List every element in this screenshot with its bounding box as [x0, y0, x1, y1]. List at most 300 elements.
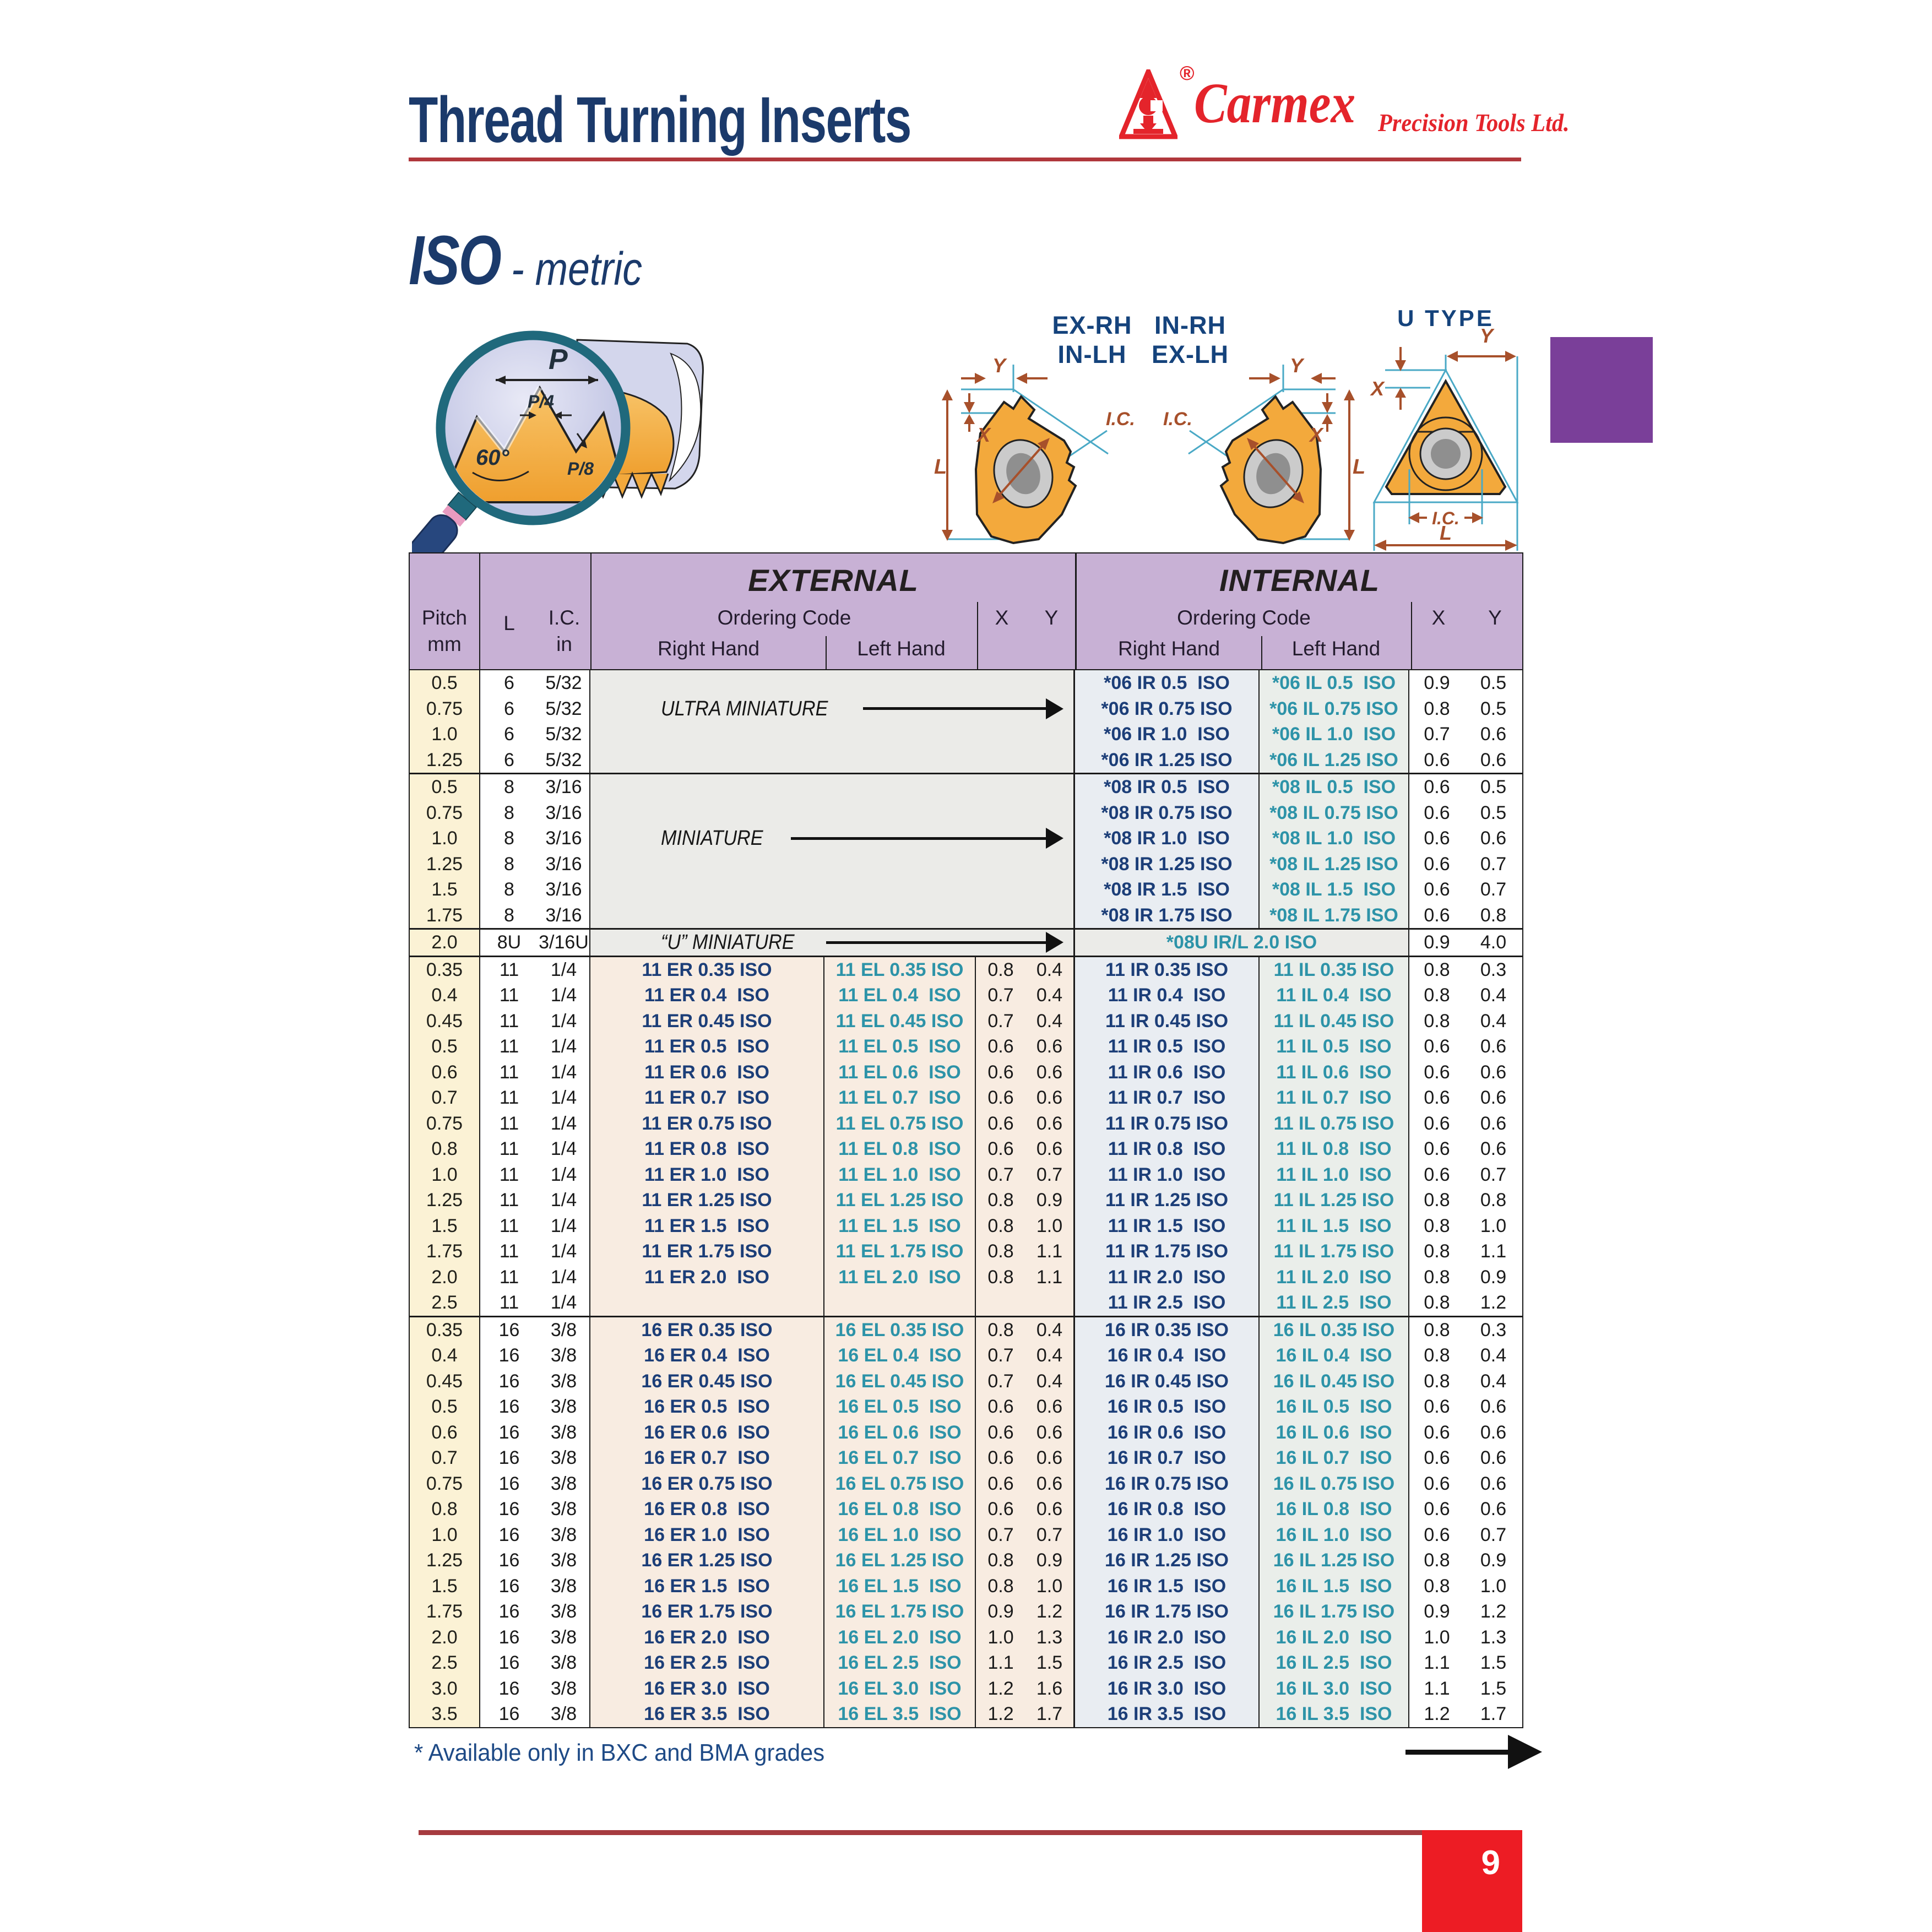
l-cell: 16: [480, 1369, 538, 1394]
ext-right-hand-code: 16 ER 1.5 ISO: [590, 1573, 824, 1599]
int-y-cell: 1.0: [1464, 1213, 1522, 1239]
pitch-cell: 0.5: [410, 774, 480, 800]
ext-left-hand-code: 16 EL 0.5 ISO: [824, 1394, 976, 1420]
table-row: [410, 930, 1522, 956]
l-cell: 8: [480, 826, 538, 851]
int-y-cell: 0.6: [1464, 1085, 1522, 1111]
ext-x-cell: 0.6: [976, 1496, 1025, 1522]
insert-right-line2: EX-LH: [1152, 340, 1229, 368]
ic-cell: 3/16: [538, 826, 590, 851]
ext-left-hand-code: 16 EL 0.7 ISO: [824, 1445, 976, 1471]
ic-cell: 3/16: [538, 774, 590, 800]
ext-left-hand-code: 16 EL 1.5 ISO: [824, 1573, 976, 1599]
ext-y-cell: 0.4: [1025, 1343, 1075, 1369]
int-x-cell: 0.6: [1409, 1394, 1464, 1420]
pitch-cell: 2.0: [410, 930, 480, 956]
miniature-label: “U” MINIATURE: [661, 931, 795, 954]
ext-x-cell: 0.7: [976, 1008, 1025, 1034]
int-y-cell: 0.3: [1464, 957, 1522, 983]
int-x-cell: 0.6: [1409, 1496, 1464, 1522]
ext-y-cell: 0.4: [1025, 1008, 1075, 1034]
ext-right-hand-code: 16 ER 0.7 ISO: [590, 1445, 824, 1471]
int-left-hand-code: *06 IL 1.0 ISO: [1260, 721, 1409, 747]
l-cell: 11: [480, 1290, 538, 1316]
pitch-cell: 0.35: [410, 1317, 480, 1343]
int-left-hand-code: 16 IL 1.25 ISO: [1260, 1548, 1409, 1573]
miniature-zone: [590, 851, 1075, 877]
ic-cell: 1/4: [538, 1111, 590, 1137]
ic-cell: 3/8: [538, 1445, 590, 1471]
ext-right-hand-code: 16 ER 0.75 ISO: [590, 1471, 824, 1497]
ext-y-cell: 0.7: [1025, 1162, 1075, 1188]
ext-left-hand-code: [824, 1290, 976, 1316]
right-arrow-icon: [791, 826, 1063, 851]
int-left-hand-code: 16 IL 0.75 ISO: [1260, 1471, 1409, 1497]
int-right-hand-code: 16 IR 0.45 ISO: [1075, 1369, 1260, 1394]
int-left-hand-code: 11 IL 2.0 ISO: [1260, 1265, 1409, 1290]
int-x-cell: 0.6: [1409, 1034, 1464, 1060]
int-right-hand-code: 11 IR 1.75 ISO: [1075, 1239, 1260, 1265]
l-cell: 11: [480, 983, 538, 1008]
int-left-hand-code: 11 IL 1.0 ISO: [1260, 1162, 1409, 1188]
int-right-hand-code: 11 IR 2.5 ISO: [1075, 1290, 1260, 1316]
int-y-cell: 0.6: [1464, 1111, 1522, 1137]
int-y-cell: 0.9: [1464, 1265, 1522, 1290]
continuation-arrow-icon: [1405, 1734, 1543, 1770]
table-row: [410, 1573, 1522, 1599]
dim-y-label: Y: [1480, 324, 1494, 347]
u-type-title: U TYPE: [1397, 305, 1494, 331]
int-y-cell: 0.8: [1464, 1187, 1522, 1213]
ext-y-cell: 0.4: [1025, 983, 1075, 1008]
table-row: [410, 957, 1522, 983]
table-row: [410, 1213, 1522, 1239]
carmex-logo-icon: [1119, 69, 1177, 142]
table-row: [410, 1265, 1522, 1290]
int-y-cell: 0.4: [1464, 983, 1522, 1008]
int-y-cell: 0.4: [1464, 1008, 1522, 1034]
l-cell: 16: [480, 1701, 538, 1727]
int-x-cell: 0.8: [1409, 1213, 1464, 1239]
ext-left-hand-code: 11 EL 0.35 ISO: [824, 957, 976, 983]
ext-left-hand-code: 11 EL 0.75 ISO: [824, 1111, 976, 1137]
table-row: [410, 1060, 1522, 1086]
ext-y-cell: 1.2: [1025, 1599, 1075, 1625]
dim-l-label: L: [934, 455, 947, 479]
table-row: [410, 1496, 1522, 1522]
table-header: [410, 553, 1522, 670]
l-cell: 6: [480, 747, 538, 773]
label-60deg: 60°: [476, 446, 509, 470]
int-y-cell: 0.6: [1464, 1445, 1522, 1471]
ext-left-hand-code: 11 EL 1.0 ISO: [824, 1162, 976, 1188]
ext-x-cell: 0.8: [976, 1239, 1025, 1265]
int-x-cell: 0.6: [1409, 747, 1464, 773]
int-left-hand-code: 16 IL 0.45 ISO: [1260, 1369, 1409, 1394]
int-x-cell: 0.6: [1409, 1060, 1464, 1086]
int-x-cell: 0.6: [1409, 903, 1464, 929]
section-title: ISO: [409, 221, 501, 299]
ext-right-hand-code: 16 ER 3.0 ISO: [590, 1676, 824, 1702]
int-right-hand-code: 16 IR 3.0 ISO: [1075, 1676, 1260, 1702]
int-x-cell: 0.9: [1409, 1599, 1464, 1625]
table-row: [410, 670, 1522, 696]
int-right-hand-code: 11 IR 0.5 ISO: [1075, 1034, 1260, 1060]
ext-right-hand-code: 11 ER 1.25 ISO: [590, 1187, 824, 1213]
ext-left-hand-code: 11 EL 0.8 ISO: [824, 1136, 976, 1162]
ic-cell: 3/16U: [538, 930, 590, 956]
ext-right-hand-code: 16 ER 1.25 ISO: [590, 1548, 824, 1573]
ext-y-cell: 0.6: [1025, 1496, 1075, 1522]
table-group: [410, 956, 1522, 1316]
miniature-zone: [590, 930, 1075, 956]
l-cell: 16: [480, 1650, 538, 1676]
ext-x-cell: 0.8: [976, 1548, 1025, 1573]
int-x-cell: 0.6: [1409, 1136, 1464, 1162]
int-left-hand-code: 16 IL 0.8 ISO: [1260, 1496, 1409, 1522]
int-y-cell: 1.2: [1464, 1290, 1522, 1316]
int-right-hand-code: *08 IR 1.75 ISO: [1075, 903, 1260, 929]
int-left-hand-code: 16 IL 0.5 ISO: [1260, 1394, 1409, 1420]
int-y-cell: 0.9: [1464, 1548, 1522, 1573]
ext-y-cell: 0.6: [1025, 1034, 1075, 1060]
table-row: [410, 1034, 1522, 1060]
l-cell: 11: [480, 957, 538, 983]
ic-cell: 3/8: [538, 1573, 590, 1599]
miniature-label: ULTRA MINIATURE: [661, 697, 828, 720]
int-right-hand-code: 16 IR 1.75 ISO: [1075, 1599, 1260, 1625]
ext-y-cell: 0.9: [1025, 1548, 1075, 1573]
ext-y-cell: 1.1: [1025, 1265, 1075, 1290]
int-left-hand-code: 16 IL 1.0 ISO: [1260, 1522, 1409, 1548]
table-row: [410, 1239, 1522, 1265]
int-x-cell: 0.8: [1409, 983, 1464, 1008]
registered-mark: ®: [1180, 62, 1195, 84]
miniature-zone: [590, 670, 1075, 696]
pitch-cell: 1.0: [410, 721, 480, 747]
ext-x-cell: 1.1: [976, 1650, 1025, 1676]
ic-cell: 3/8: [538, 1625, 590, 1651]
int-x-cell: 0.8: [1409, 696, 1464, 722]
l-cell: 16: [480, 1496, 538, 1522]
pitch-cell: 0.6: [410, 1420, 480, 1446]
ext-x-cell: 0.6: [976, 1136, 1025, 1162]
ic-cell: 1/4: [538, 1290, 590, 1316]
int-right-hand-code: 16 IR 0.35 ISO: [1075, 1317, 1260, 1343]
insert-right-line1: IN-RH: [1154, 311, 1226, 339]
int-y-cell: 0.5: [1464, 800, 1522, 826]
int-x-cell: 0.8: [1409, 1548, 1464, 1573]
pitch-cell: 0.6: [410, 1060, 480, 1086]
page-number: 9: [1481, 1844, 1500, 1882]
l-cell: 11: [480, 1136, 538, 1162]
l-cell: 8: [480, 851, 538, 877]
footer-rule: [419, 1830, 1422, 1835]
ic-cell: 1/4: [538, 1136, 590, 1162]
dim-x-label: X: [1310, 424, 1323, 446]
ext-y-cell: 1.1: [1025, 1239, 1075, 1265]
int-right-hand-code: 11 IR 0.6 ISO: [1075, 1060, 1260, 1086]
ic-cell: 3/8: [538, 1496, 590, 1522]
ext-left-hand-code: 16 EL 1.25 ISO: [824, 1548, 976, 1573]
internal-y-label: Y: [1488, 606, 1502, 629]
int-left-hand-code: 16 IL 1.5 ISO: [1260, 1573, 1409, 1599]
page-title: Thread Turning Inserts: [409, 84, 911, 156]
pitch-cell: 0.45: [410, 1008, 480, 1034]
ext-left-hand-code: 16 EL 1.75 ISO: [824, 1599, 976, 1625]
int-left-hand-code: 16 IL 2.0 ISO: [1260, 1625, 1409, 1651]
ext-right-hand-code: 16 ER 3.5 ISO: [590, 1701, 824, 1727]
table-row: [410, 1445, 1522, 1471]
int-left-hand-code: 11 IL 0.45 ISO: [1260, 1008, 1409, 1034]
int-left-hand-code: 11 IL 1.75 ISO: [1260, 1239, 1409, 1265]
int-x-cell: 0.6: [1409, 826, 1464, 851]
pitch-cell: 1.5: [410, 1573, 480, 1599]
int-right-hand-code: 11 IR 0.4 ISO: [1075, 983, 1260, 1008]
internal-ordering-code-label: Ordering Code: [1177, 606, 1311, 629]
dim-ic-label: I.C.: [1106, 409, 1135, 430]
header-pitch: [410, 553, 480, 669]
int-right-hand-code: 11 IR 0.45 ISO: [1075, 1008, 1260, 1034]
int-x-cell: 0.6: [1409, 877, 1464, 903]
miniature-label: MINIATURE: [661, 827, 763, 850]
l-cell: 11: [480, 1008, 538, 1034]
int-left-hand-code: *06 IL 0.75 ISO: [1260, 696, 1409, 722]
int-right-hand-code: 11 IR 1.25 ISO: [1075, 1187, 1260, 1213]
int-left-hand-code: *08 IL 1.5 ISO: [1260, 877, 1409, 903]
ext-x-cell: 0.7: [976, 983, 1025, 1008]
miniature-zone: [590, 747, 1075, 773]
ic-cell: 1/4: [538, 1265, 590, 1290]
int-x-cell: 0.6: [1409, 1471, 1464, 1497]
pitch-cell: 0.8: [410, 1496, 480, 1522]
ext-left-hand-code: 11 EL 1.75 ISO: [824, 1239, 976, 1265]
ic-cell: 1/4: [538, 983, 590, 1008]
int-left-hand-code: 16 IL 2.5 ISO: [1260, 1650, 1409, 1676]
ext-x-cell: 0.7: [976, 1369, 1025, 1394]
int-right-hand-code: *08 IR 1.25 ISO: [1075, 851, 1260, 877]
int-right-hand-code: 16 IR 1.25 ISO: [1075, 1548, 1260, 1573]
int-right-hand-code: *06 IR 1.0 ISO: [1075, 721, 1260, 747]
int-x-cell: 0.6: [1409, 1522, 1464, 1548]
table-row: [410, 1162, 1522, 1188]
ext-x-cell: [976, 1290, 1025, 1316]
pitch-cell: 2.5: [410, 1290, 480, 1316]
ext-x-cell: 0.6: [976, 1394, 1025, 1420]
int-left-hand-code: 11 IL 0.4 ISO: [1260, 983, 1409, 1008]
insert-diagram-in-rh: [1151, 348, 1366, 555]
pitch-cell: 0.75: [410, 800, 480, 826]
table-group: [410, 1316, 1522, 1727]
table-row: [410, 1625, 1522, 1651]
int-y-cell: 4.0: [1464, 930, 1522, 956]
pitch-cell: 2.0: [410, 1625, 480, 1651]
external-x-label: X: [995, 606, 1009, 629]
ext-y-cell: 0.6: [1025, 1111, 1075, 1137]
pitch-cell: 3.5: [410, 1701, 480, 1727]
int-y-cell: 1.7: [1464, 1701, 1522, 1727]
ext-right-hand-code: 11 ER 0.7 ISO: [590, 1085, 824, 1111]
dim-ic-label: I.C.: [1163, 409, 1192, 430]
int-x-cell: 0.6: [1409, 1162, 1464, 1188]
int-x-cell: 0.6: [1409, 1420, 1464, 1446]
ic-cell: 3/8: [538, 1650, 590, 1676]
pitch-cell: 0.4: [410, 1343, 480, 1369]
int-y-cell: 0.6: [1464, 826, 1522, 851]
int-left-hand-code: *08 IL 0.5 ISO: [1260, 774, 1409, 800]
table-row: [410, 1522, 1522, 1548]
int-left-hand-code: 16 IL 1.75 ISO: [1260, 1599, 1409, 1625]
int-y-cell: 0.6: [1464, 1420, 1522, 1446]
l-cell: 8: [480, 800, 538, 826]
int-left-hand-code: 11 IL 0.7 ISO: [1260, 1085, 1409, 1111]
table-group: [410, 670, 1522, 773]
l-cell: 16: [480, 1625, 538, 1651]
ext-x-cell: 0.8: [976, 1265, 1025, 1290]
int-right-hand-code: 16 IR 0.75 ISO: [1075, 1471, 1260, 1497]
footnote: * Available only in BXC and BMA grades: [414, 1739, 825, 1766]
table-row: [410, 1676, 1522, 1702]
pitch-cell: 1.75: [410, 1599, 480, 1625]
header-ic-unit: in: [556, 633, 572, 655]
ic-cell: 3/8: [538, 1394, 590, 1420]
int-right-hand-code: 11 IR 1.5 ISO: [1075, 1213, 1260, 1239]
l-cell: 8: [480, 774, 538, 800]
right-arrow-icon: [863, 696, 1063, 722]
insert-left-line1: EX-RH: [1052, 311, 1132, 339]
pitch-cell: 1.25: [410, 851, 480, 877]
int-left-hand-code: *06 IL 0.5 ISO: [1260, 670, 1409, 696]
int-x-cell: 0.6: [1409, 1085, 1464, 1111]
ext-x-cell: 0.8: [976, 1573, 1025, 1599]
int-x-cell: 0.8: [1409, 1187, 1464, 1213]
ext-right-hand-code: 16 ER 2.5 ISO: [590, 1650, 824, 1676]
int-x-cell: 0.6: [1409, 1111, 1464, 1137]
int-x-cell: 0.8: [1409, 1239, 1464, 1265]
table-row: [410, 1290, 1522, 1316]
ic-cell: 5/32: [538, 670, 590, 696]
pitch-cell: 0.45: [410, 1369, 480, 1394]
table-row: [410, 747, 1522, 773]
label-p: P: [549, 344, 568, 376]
ic-cell: 3/8: [538, 1471, 590, 1497]
int-x-cell: 0.9: [1409, 670, 1464, 696]
ic-cell: 3/8: [538, 1676, 590, 1702]
pitch-cell: 1.25: [410, 747, 480, 773]
pitch-cell: 1.25: [410, 1187, 480, 1213]
int-y-cell: 0.7: [1464, 851, 1522, 877]
l-cell: 16: [480, 1599, 538, 1625]
ext-x-cell: 1.2: [976, 1676, 1025, 1702]
ext-y-cell: 0.7: [1025, 1522, 1075, 1548]
ext-right-hand-code: 11 ER 1.5 ISO: [590, 1213, 824, 1239]
ext-x-cell: 0.6: [976, 1445, 1025, 1471]
int-right-hand-code: 16 IR 0.7 ISO: [1075, 1445, 1260, 1471]
ic-cell: 5/32: [538, 747, 590, 773]
ext-left-hand-code: 16 EL 2.5 ISO: [824, 1650, 976, 1676]
int-left-hand-code: 16 IL 0.4 ISO: [1260, 1343, 1409, 1369]
int-merged-code: *08U IR/L 2.0 ISO: [1075, 930, 1409, 956]
int-left-hand-code: 16 IL 0.6 ISO: [1260, 1420, 1409, 1446]
int-left-hand-code: 16 IL 3.5 ISO: [1260, 1701, 1409, 1727]
ext-y-cell: 0.9: [1025, 1187, 1075, 1213]
ext-right-hand-code: 16 ER 0.5 ISO: [590, 1394, 824, 1420]
ext-left-hand-code: 16 EL 2.0 ISO: [824, 1625, 976, 1651]
ext-y-cell: 0.6: [1025, 1420, 1075, 1446]
brand-name: Carmex: [1194, 72, 1356, 135]
pitch-cell: 1.5: [410, 877, 480, 903]
ext-x-cell: 0.8: [976, 1213, 1025, 1239]
dim-y-label: Y: [1290, 354, 1304, 377]
int-right-hand-code: 16 IR 1.5 ISO: [1075, 1573, 1260, 1599]
ext-right-hand-code: 16 ER 0.35 ISO: [590, 1317, 824, 1343]
table-row: [410, 1471, 1522, 1497]
ext-x-cell: 0.8: [976, 1317, 1025, 1343]
header-ic-label: I.C.: [548, 606, 580, 629]
pitch-cell: 2.0: [410, 1265, 480, 1290]
label-p4: P/4: [528, 392, 555, 411]
ext-y-cell: 1.3: [1025, 1625, 1075, 1651]
ext-right-hand-code: 16 ER 1.75 ISO: [590, 1599, 824, 1625]
ext-x-cell: 0.7: [976, 1162, 1025, 1188]
int-left-hand-code: *08 IL 1.75 ISO: [1260, 903, 1409, 929]
ext-right-hand-code: 11 ER 1.75 ISO: [590, 1239, 824, 1265]
table-row: [410, 1343, 1522, 1369]
ext-left-hand-code: 11 EL 0.45 ISO: [824, 1008, 976, 1034]
int-y-cell: 0.6: [1464, 1060, 1522, 1086]
l-cell: 16: [480, 1420, 538, 1446]
ic-cell: 1/4: [538, 1008, 590, 1034]
ext-y-cell: 1.0: [1025, 1573, 1075, 1599]
internal-left-hand-label: Left Hand: [1291, 637, 1381, 660]
thread-profile-magnifier-illustration: [412, 315, 737, 555]
int-left-hand-code: 16 IL 0.35 ISO: [1260, 1317, 1409, 1343]
table-row: [410, 1701, 1522, 1727]
table-row: [410, 1369, 1522, 1394]
miniature-zone: [590, 826, 1075, 851]
table-row: [410, 1008, 1522, 1034]
ext-left-hand-code: 11 EL 0.4 ISO: [824, 983, 976, 1008]
l-cell: 11: [480, 1085, 538, 1111]
pitch-cell: 0.5: [410, 670, 480, 696]
brand-tagline: Precision Tools Ltd.: [1378, 108, 1570, 137]
l-cell: 11: [480, 1187, 538, 1213]
int-x-cell: 0.8: [1409, 1317, 1464, 1343]
table-row: [410, 1650, 1522, 1676]
int-x-cell: 0.6: [1409, 800, 1464, 826]
int-x-cell: 0.8: [1409, 1008, 1464, 1034]
purple-tab-marker: [1550, 337, 1653, 443]
header-external: [590, 553, 1075, 669]
int-right-hand-code: *06 IR 0.75 ISO: [1075, 696, 1260, 722]
ic-cell: 3/8: [538, 1599, 590, 1625]
int-right-hand-code: 11 IR 0.75 ISO: [1075, 1111, 1260, 1137]
int-y-cell: 0.7: [1464, 877, 1522, 903]
int-x-cell: 0.9: [1409, 930, 1464, 956]
miniature-zone: [590, 774, 1075, 800]
label-p8: P/8: [567, 459, 594, 479]
int-left-hand-code: 11 IL 0.8 ISO: [1260, 1136, 1409, 1162]
int-x-cell: 0.6: [1409, 1445, 1464, 1471]
ic-cell: 3/8: [538, 1548, 590, 1573]
int-right-hand-code: 16 IR 0.4 ISO: [1075, 1343, 1260, 1369]
int-y-cell: 0.5: [1464, 696, 1522, 722]
int-x-cell: 0.6: [1409, 851, 1464, 877]
header-l-label: L: [503, 612, 515, 634]
ext-right-hand-code: 16 ER 0.4 ISO: [590, 1343, 824, 1369]
l-cell: 16: [480, 1394, 538, 1420]
table-row: [410, 1187, 1522, 1213]
